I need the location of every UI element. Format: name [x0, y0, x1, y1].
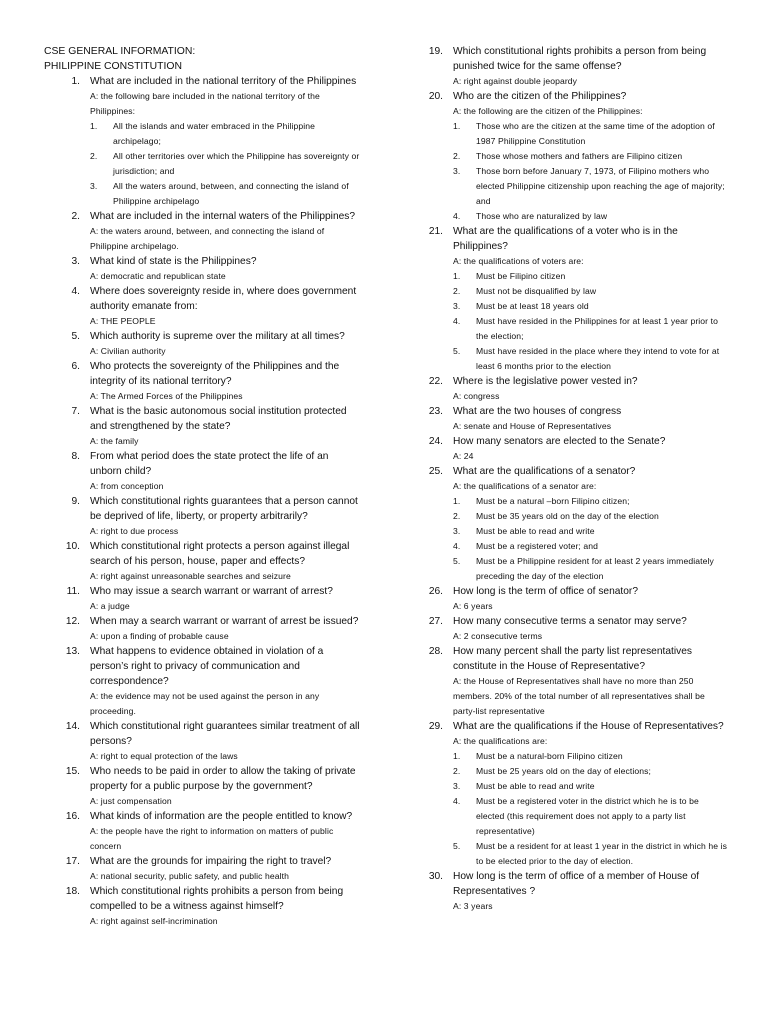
question-item [407, 644, 727, 674]
sub-list-text: Those whose mothers and fathers are Filipino citizen [476, 151, 683, 161]
answer-text: A: 2 consecutive terms [453, 631, 543, 641]
question-number: 17 . [44, 854, 80, 869]
sub-list-text: Must be Filipino citizen [476, 271, 566, 281]
answer-text: A: right against self-incrimination [90, 916, 218, 926]
question-number: 13 . [44, 644, 80, 659]
answer-text: A: the following bare included in the national territory of the Philippines: [90, 91, 320, 116]
sub-list-item [407, 314, 727, 344]
question-text: What kind of state is the Philippines? [90, 256, 257, 267]
question-number: 22 . [407, 374, 443, 389]
question-text: How many consecutive terms a senator may serve? [453, 616, 687, 627]
sub-list-item [407, 839, 727, 869]
sub-list-item [407, 509, 727, 524]
question-text: Where does sovereignty reside in, where does government authority emanate from: [90, 286, 357, 312]
question-item [44, 209, 362, 224]
question-text: What are the grounds for impairing the right to travel? [90, 856, 332, 867]
question-text: What kinds of information are the people entitled to know? [90, 811, 353, 822]
answer-text: A: the qualifications of a senator are: [453, 481, 597, 491]
question-item [407, 374, 727, 389]
question-item [407, 89, 727, 104]
question-text: Which constitutional rights prohibits a person from being punished twice for the same offense? [453, 46, 707, 72]
sub-list-item [407, 794, 727, 839]
answer-text: A: the qualifications of voters are: [453, 256, 584, 266]
right-column [407, 44, 727, 914]
question-text: Who protects the sovereignty of the Philippines and the integrity of its national territory? [90, 361, 340, 387]
sub-list-number: 1 . [90, 119, 97, 134]
question-item [44, 494, 362, 524]
sub-list-item [407, 269, 727, 284]
question-text: Who may issue a search warrant or warrant of arrest? [90, 586, 333, 597]
sub-list-item [407, 554, 727, 584]
sub-list-number: 1 . [453, 494, 460, 509]
answer-text: A: 6 years [453, 601, 493, 611]
question-number: 2 . [44, 209, 80, 224]
sub-list-number: 3 . [453, 779, 460, 794]
sub-list-text: Those who are naturalized by law [476, 211, 608, 221]
sub-list-text: All the waters around, between, and connecting the island of Philippine archipelago [113, 181, 349, 206]
sub-list-number: 2 . [453, 284, 460, 299]
left-column [44, 44, 362, 929]
sub-list-number: 3 . [453, 164, 460, 179]
question-number: 27 . [407, 614, 443, 629]
question-number: 16 . [44, 809, 80, 824]
question-number: 29 . [407, 719, 443, 734]
sub-list-number: 4 . [453, 539, 460, 554]
sub-list-text: Must be able to read and write [476, 526, 595, 536]
question-item [407, 224, 727, 254]
question-text: What are the qualifications of a voter who is in the Philippines? [453, 226, 678, 252]
question-item [44, 329, 362, 344]
question-number: 11 . [44, 584, 80, 599]
sub-list-text: All the islands and water embraced in the Philippine archipelago; [113, 121, 316, 146]
answer-text: A: just compensation [90, 796, 172, 806]
sub-list-item [407, 764, 727, 779]
question-text: What is the basic autonomous social institution protected and strengthened by the state? [90, 406, 347, 432]
question-text: Which constitutional rights prohibits a person from being compelled to be a witness against himself? [90, 886, 344, 912]
sub-list-number: 2 . [453, 149, 460, 164]
question-text: What are included in the internal waters of the Philippines? [90, 211, 356, 222]
question-number: 1 . [44, 74, 80, 89]
question-number: 5 . [44, 329, 80, 344]
document-heading: PHILIPPINE CONSTITUTION [44, 61, 182, 72]
question-text: Which constitutional rights guarantees that a person cannot be deprived of life, liberty, or property arbitrarily? [90, 496, 358, 522]
answer-text: A: upon a finding of probable cause [90, 631, 229, 641]
question-item [44, 404, 362, 434]
question-text: How many percent shall the party list representatives constitute in the House of Representative? [453, 646, 692, 672]
question-number: 6 . [44, 359, 80, 374]
sub-list-item [407, 149, 727, 164]
question-item [44, 644, 362, 689]
answer-text: A: the evidence may not be used against the person in any proceeding. [90, 691, 320, 716]
document-heading: CSE GENERAL INFORMATION: [44, 46, 196, 57]
answer-text: A: the people have the right to information on matters of public concern [90, 826, 334, 851]
question-item [44, 809, 362, 824]
sub-list-number: 4 . [453, 209, 460, 224]
question-item [44, 719, 362, 749]
sub-list-number: 2 . [90, 149, 97, 164]
sub-list-number: 3 . [453, 299, 460, 314]
answer-text: A: right to due process [90, 526, 179, 536]
sub-list-number: 2 . [453, 509, 460, 524]
answer-text: A: the following are the citizen of the Philippines: [453, 106, 643, 116]
question-number: 19 . [407, 44, 443, 59]
question-number: 8 . [44, 449, 80, 464]
sub-list-text: Those born before January 7, 1973, of Filipino mothers who elected Philippine citizenship upon reaching the age of majority; and [476, 166, 725, 206]
question-text: Who needs to be paid in order to allow the taking of private property for a public purpose by the government? [90, 766, 356, 792]
question-number: 20 . [407, 89, 443, 104]
answer-text: A: the House of Representatives shall have no more than 250 members. 20% of the total number of all representatives shall be party-list representative [453, 676, 705, 716]
question-item [407, 869, 727, 899]
question-text: Which constitutional right protects a person against illegal search of his person, house, paper and effects? [90, 541, 350, 567]
sub-list-item [407, 524, 727, 539]
question-number: 4 . [44, 284, 80, 299]
question-text: What are the qualifications if the House of Representatives? [453, 721, 724, 732]
sub-list-number: 1 . [453, 269, 460, 284]
question-text: How many senators are elected to the Senate? [453, 436, 666, 447]
question-item [44, 539, 362, 569]
question-number: 18 . [44, 884, 80, 899]
sub-list-text: Must be a registered voter; and [476, 541, 599, 551]
sub-list-number: 5 . [453, 839, 460, 854]
sub-list-item [407, 209, 727, 224]
sub-list-number: 3 . [453, 524, 460, 539]
sub-list-item [407, 284, 727, 299]
question-item [407, 614, 727, 629]
sub-list-text: Must be 25 years old on the day of elections; [476, 766, 652, 776]
question-text: Which authority is supreme over the military at all times? [90, 331, 345, 342]
question-number: 28 . [407, 644, 443, 659]
sub-list-number: 1 . [453, 749, 460, 764]
sub-list-item [407, 119, 727, 149]
question-item [44, 74, 362, 89]
answer-text: A: 24 [453, 451, 474, 461]
answer-text: A: from conception [90, 481, 164, 491]
question-text: What are the qualifications of a senator? [453, 466, 636, 477]
sub-list-text: Must be a resident for at least 1 year in the district in which he is to be elected prior to the day of election. [476, 841, 727, 866]
question-item [407, 44, 727, 74]
question-item [44, 284, 362, 314]
sub-list-item [407, 539, 727, 554]
question-item [44, 854, 362, 869]
sub-list-number: 5 . [453, 554, 460, 569]
question-item [44, 449, 362, 479]
sub-list-item [407, 344, 727, 374]
sub-list-text: Must be able to read and write [476, 781, 595, 791]
sub-list-item [407, 164, 727, 209]
question-number: 3 . [44, 254, 80, 269]
answer-text: A: the qualifications are: [453, 736, 548, 746]
question-text: How long is the term of office of senator? [453, 586, 638, 597]
sub-list-item [44, 179, 362, 209]
sub-list-number: 2 . [453, 764, 460, 779]
answer-text: A: THE PEOPLE [90, 316, 156, 326]
question-number: 21 . [407, 224, 443, 239]
question-number: 7 . [44, 404, 80, 419]
question-text: When may a search warrant or warrant of arrest be issued? [90, 616, 359, 627]
sub-list-text: Must be 35 years old on the day of the election [476, 511, 659, 521]
question-item [44, 614, 362, 629]
answer-text: A: the family [90, 436, 139, 446]
answer-text: A: democratic and republican state [90, 271, 226, 281]
question-item [407, 404, 727, 419]
question-item [407, 719, 727, 734]
question-item [44, 359, 362, 389]
answer-text: A: right to equal protection of the laws [90, 751, 238, 761]
question-text: What are included in the national territory of the Philippines [90, 76, 357, 87]
question-number: 15 . [44, 764, 80, 779]
question-item [44, 764, 362, 794]
sub-list-item [407, 494, 727, 509]
sub-list-item [407, 299, 727, 314]
sub-list-text: Must be at least 18 years old [476, 301, 589, 311]
question-number: 26 . [407, 584, 443, 599]
question-item [407, 464, 727, 479]
sub-list-text: Must not be disqualified by law [476, 286, 597, 296]
question-item [407, 434, 727, 449]
sub-list-text: All other territories over which the Philippine has sovereignty or jurisdiction; and [113, 151, 360, 176]
question-number: 10 . [44, 539, 80, 554]
sub-list-text: Must have resided in the place where they intend to vote for at least 6 months prior to the election [476, 346, 720, 371]
answer-text: A: national security, public safety, and public health [90, 871, 290, 881]
answer-text: A: congress [453, 391, 500, 401]
sub-list-number: 4 . [453, 794, 460, 809]
question-item [44, 584, 362, 599]
sub-list-text: Must be a natural –born Filipino citizen; [476, 496, 630, 506]
answer-text: A: Civilian authority [90, 346, 166, 356]
sub-list-item [44, 119, 362, 149]
sub-list-text: Those who are the citizen at the same time of the adoption of 1987 Philippine Constitution [476, 121, 715, 146]
question-item [44, 884, 362, 914]
question-number: 14 . [44, 719, 80, 734]
question-number: 12 . [44, 614, 80, 629]
sub-list-item [407, 779, 727, 794]
sub-list-text: Must be a registered voter in the district which he is to be elected (this requirement does not apply to a party list representative) [476, 796, 699, 836]
sub-list-item [407, 749, 727, 764]
answer-text: A: right against unreasonable searches and seizure [90, 571, 291, 581]
sub-list-number: 5 . [453, 344, 460, 359]
question-text: Where is the legislative power vested in? [453, 376, 638, 387]
question-text: What happens to evidence obtained in violation of a person’s right to privacy of communication and correspondence? [90, 646, 324, 687]
question-text: Which constitutional right guarantees similar treatment of all persons? [90, 721, 360, 747]
sub-list-number: 4 . [453, 314, 460, 329]
question-number: 23 . [407, 404, 443, 419]
question-number: 25 . [407, 464, 443, 479]
answer-text: A: 3 years [453, 901, 493, 911]
answer-text: A: the waters around, between, and connecting the island of Philippine archipelago. [90, 226, 325, 251]
question-item [407, 584, 727, 599]
question-text: How long is the term of office of a member of House of Representatives ? [453, 871, 700, 897]
question-number: 24 . [407, 434, 443, 449]
sub-list-text: Must be a Philippine resident for at least 2 years immediately preceding the day of the election [476, 556, 714, 581]
answer-text: A: right against double jeopardy [453, 76, 578, 86]
question-text: Who are the citizen of the Philippines? [453, 91, 627, 102]
question-text: What are the two houses of congress [453, 406, 622, 417]
answer-text: A: senate and House of Representatives [453, 421, 612, 431]
question-item [44, 254, 362, 269]
answer-text: A: The Armed Forces of the Philippines [90, 391, 243, 401]
sub-list-text: Must have resided in the Philippines for at least 1 year prior to the election; [476, 316, 718, 341]
question-text: From what period does the state protect the life of an unborn child? [90, 451, 329, 477]
sub-list-text: Must be a natural-born Filipino citizen [476, 751, 623, 761]
sub-list-number: 3 . [90, 179, 97, 194]
sub-list-item [44, 149, 362, 179]
question-number: 9 . [44, 494, 80, 509]
answer-text: A: a judge [90, 601, 130, 611]
question-number: 30 . [407, 869, 443, 884]
sub-list-number: 1 . [453, 119, 460, 134]
